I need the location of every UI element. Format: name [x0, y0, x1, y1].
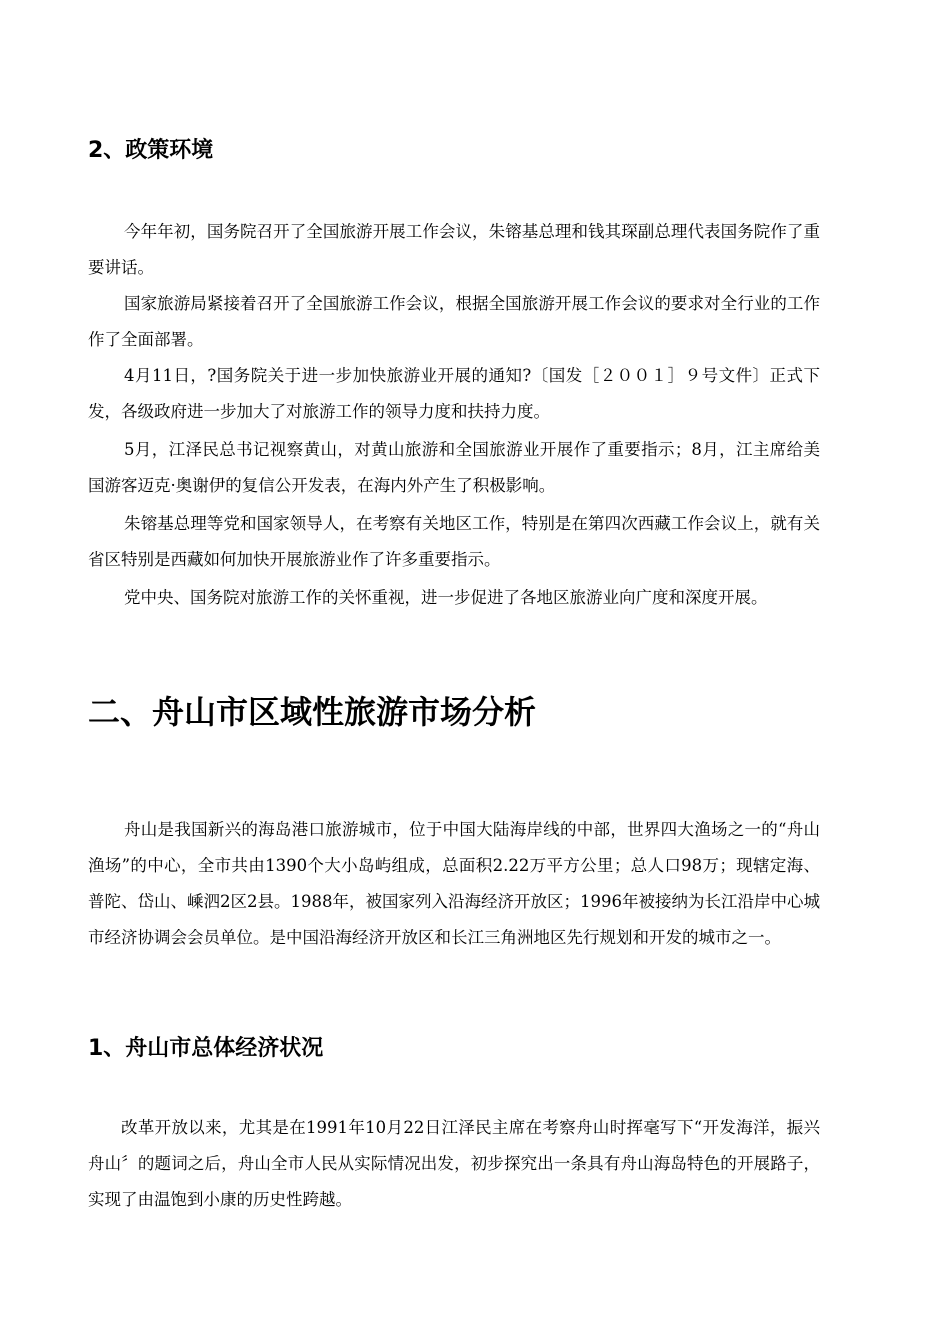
- policy-environment-heading: 2、政策环境: [88, 138, 214, 163]
- zhoushan-overview-paragraph: 舟山是我国新兴的海岛港口旅游城市，位于中国大陆海岸线的中部，世界四大渔场之一的“舟山渔场”的中心，全市共由1390个大小岛屿组成，总面积2.22万平方公里；总人口98万；现辖定海、普陀、岱山、嵊泗2区2县。1988年，被国家列入沿海经济开放区；1996年被接纳为长江沿岸中心城市经济协调会会员单位。是中国沿海经济开放区和长江三角洲地区先行规划和开发的城市之一。: [88, 820, 820, 947]
- policy-paragraph-3: 4月11日，?国务院关于进一步加快旅游业开展的通知?〔国发［２００１］９号文件〕正式下发，各级政府进一步加大了对旅游工作的领导力度和扶持力度。: [88, 366, 820, 421]
- economy-heading: 1、舟山市总体经济状况: [88, 1036, 324, 1061]
- policy-paragraph-4: 5月，江泽民总书记视察黄山，对黄山旅游和全国旅游业开展作了重要指示；8月，江主席给美国游客迈克·奥谢伊的复信公开发表，在海内外产生了积极影响。: [88, 440, 820, 495]
- policy-paragraph-2: 国家旅游局紧接着召开了全国旅游工作会议，根据全国旅游开展工作会议的要求对全行业的工作作了全面部署。: [88, 294, 820, 349]
- chapter-heading-zhoushan-market: 二、舟山市区域性旅游市场分析: [88, 693, 537, 731]
- economy-paragraph: 改革开放以来，尤其是在1991年10月22日江泽民主席在考察舟山时挥毫写下“开发海洋，振兴舟山〞的题词之后，舟山全市人民从实际情况出发，初步探究出一条具有舟山海岛特色的开展路子，实现了由温饱到小康的历史性跨越。: [88, 1118, 820, 1209]
- policy-paragraph-6: 党中央、国务院对旅游工作的关怀重视，进一步促进了各地区旅游业向广度和深度开展。: [124, 588, 768, 607]
- policy-paragraph-1: 今年年初，国务院召开了全国旅游开展工作会议，朱镕基总理和钱其琛副总理代表国务院作了重要讲话。: [88, 222, 820, 277]
- policy-paragraph-5: 朱镕基总理等党和国家领导人，在考察有关地区工作，特别是在第四次西藏工作会议上，就有关省区特别是西藏如何加快开展旅游业作了许多重要指示。: [88, 514, 820, 569]
